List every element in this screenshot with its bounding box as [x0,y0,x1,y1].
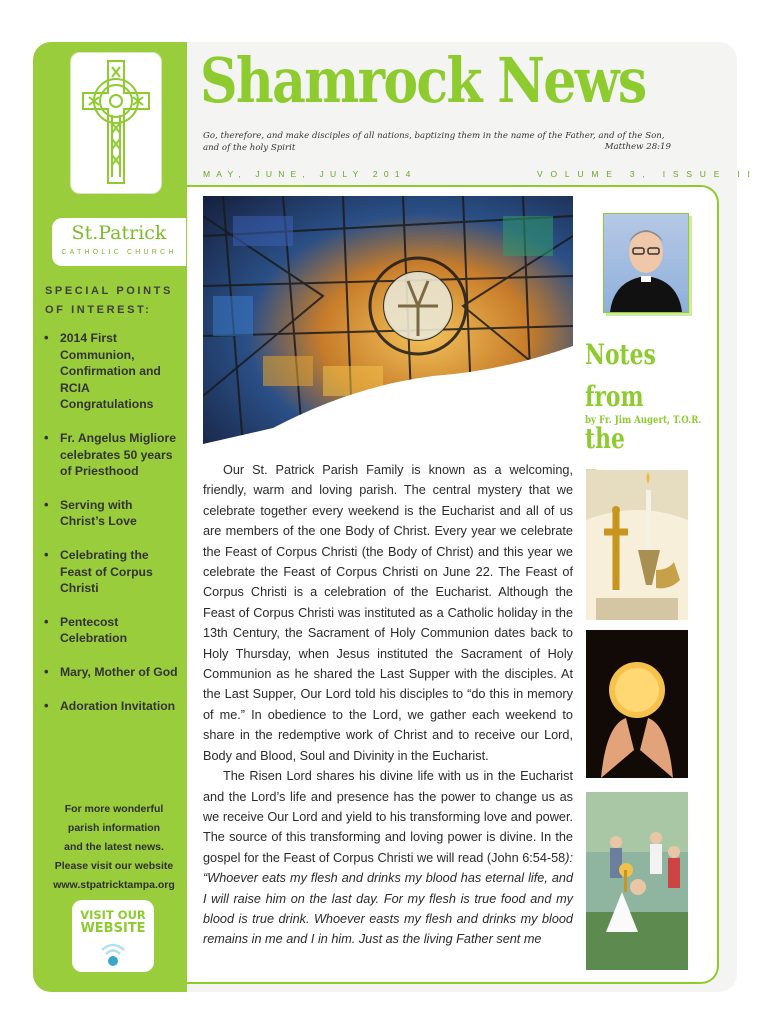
altar-cross-chalice-image [586,470,688,620]
interest-item: • Adoration Invitation [40,698,180,715]
pastor-title-line: the [585,422,625,455]
more-info-text [40,800,188,895]
interest-item: • Serving with Christ’s Love [40,497,180,530]
more-info-line: Please visit our website [54,860,174,872]
scripture-reference: Matthew 28:19 [604,142,671,152]
interest-item: • Celebrating the Feast of Corpus Christi [40,547,180,597]
article-paragraph: Our St. Patrick Parish Family is known as a welcoming, friendly, warm and loving parish. The central mystery that we celebrate together every weekend is the Eucharist and all of us are members of the one Body of Christ. Every year we celebrate the Feast of Corpus Christi (the Body of Christ) and this year we celebrate the Feast of Corpus Christi on June 22. The Feast of Corpus Christi is a celebration of the Eucharist. Although the Feast of Corpus Christi was instituted as a Catholic holiday in the 13th Century, the Sacrament of Holy Communion dates back to Holy Thursday, when Jesus instituted the Sacrament of Holy Communion as he shared the Last Supper with the disciples. At the Last Supper, Our Lord told his disciples to “do this in memory of me.” In obedience to the Lord, we gather each weekend to share in the redemptive work of Christ and to receive our Lord, Body and Blood, Soul and Divinity in the Eucharist. [203,463,573,763]
article-quote-text: ): “Whoever eats my flesh and drinks my blood has eternal life, and I will raise him on the last day. For my flesh is true food and my blood is true drink. Whoever easts my flesh and drinks my blood remains in me and I in him. Just as the living Father sent me [203,850,573,947]
church-subtitle: CATHOLIC CHURCH [61,249,177,256]
pastor-byline: by Fr. Jim Augert, T.O.R. [585,415,702,426]
website-label: WEBSITE [80,921,146,936]
article-paragraph [203,766,573,950]
wifi-icon [100,940,126,968]
newsletter-title: Shamrock News [200,44,646,117]
interest-heading: SPECIAL POINTS OF INTEREST: [45,285,173,316]
visit-label: VISIT OUR [80,908,146,922]
issue-volume: VOLUME 3, ISSUE II [537,169,758,179]
cross-logo-box [70,52,162,194]
stained-glass-image [203,196,573,446]
interest-item: • 2014 First Communion, Confirmation and RCIA Congratulations [40,330,180,413]
celtic-cross-icon [71,53,161,193]
interest-item: • Mary, Mother of God [40,664,180,681]
visit-website-button[interactable] [72,900,154,972]
article-body [203,460,573,950]
more-info-line: parish information [67,822,161,834]
pastor-portrait-image [603,213,689,313]
website-link[interactable]: www.stpatricktampa.org [53,879,175,891]
more-info-line: For more wonderful [64,803,164,815]
church-name: St.Patrick [71,222,167,244]
interest-list [40,330,180,731]
church-logo [52,218,186,266]
interest-item: • Pentecost Celebration [40,614,180,647]
pastor-title-line: Notes from [585,338,656,413]
interest-item: • Fr. Angelus Migliore celebrates 50 years of Priesthood [40,430,180,480]
raised-host-image [586,630,688,778]
procession-monstrance-image [586,792,688,970]
scripture-quote: Go, therefore, and make disciples of all nations, baptizing them in the name of the Father, and of the Son, and of the holy Spirit [203,131,665,153]
issue-date: MAY, JUNE, JULY 2014 [203,169,417,179]
article-text: The Risen Lord shares his divine life with us in the Eucharist and the Lord’s life and presence has the power to change us as we receive Our Lord and yield to his transforming love and power. The source of this transforming and loving power is divine. In the gospel for the Feast of Corpus Christi we will read (John 6:54-58 [203,769,573,865]
more-info-line: and the latest news. [64,841,164,853]
